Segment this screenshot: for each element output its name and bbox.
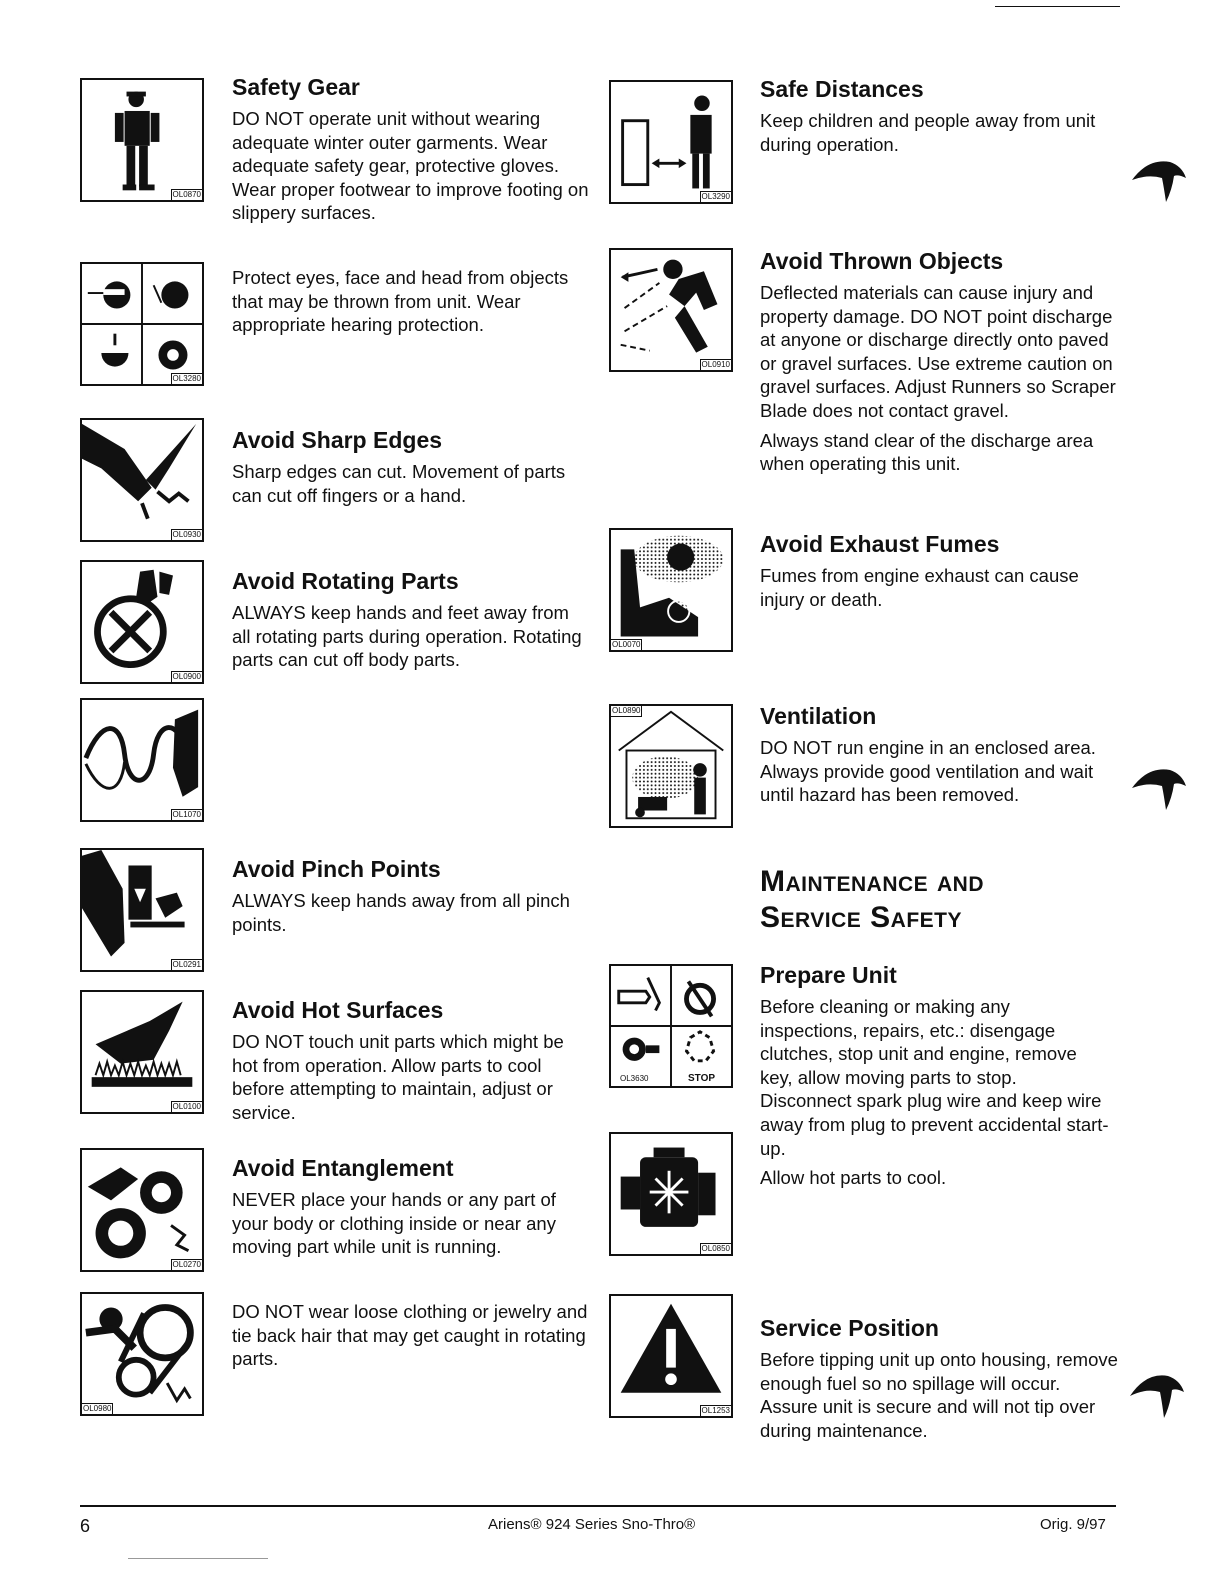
loose-clothing-block xyxy=(232,1300,592,1377)
service-position-text: Before tipping unit up onto housing, remove enough fuel so no spillage will occur. Assure unit is secure and will not tip over during maintenance. xyxy=(760,1349,1118,1441)
ventilation-title: Ventilation xyxy=(760,703,877,729)
sharp-edges-text: Sharp edges can cut. Movement of parts can cut off fingers or a hand. xyxy=(232,461,566,506)
safety-gear-title: Safety Gear xyxy=(232,74,360,100)
hot-surfaces-title: Avoid Hot Surfaces xyxy=(232,997,444,1023)
icon-code: OL3290 xyxy=(701,192,730,201)
section-title xyxy=(760,864,984,936)
margin-tab-mark xyxy=(1128,1370,1188,1420)
page-number: 6 xyxy=(80,1516,91,1536)
thrown-objects-text: Deflected materials can cause injury and property damage. DO NOT point discharge at anyone or discharge directly onto paved or gravel surfaces. Use extreme caution on gravel surfaces. Adjust Runners so Scraper Blade does not contact gravel. xyxy=(760,282,1116,421)
loose-clothing-text: DO NOT wear loose clothing or jewelry and tie back hair that may get caught in rotating parts. xyxy=(232,1301,588,1370)
icon-code: OL0910 xyxy=(701,360,730,369)
icon-code: OL0900 xyxy=(172,672,201,681)
icon-code: OL0270 xyxy=(172,1260,201,1269)
pinch-points-block xyxy=(232,855,592,942)
icon-code: OL0850 xyxy=(701,1244,730,1253)
exhaust-fumes-icon xyxy=(609,528,733,652)
safe-distances-block xyxy=(760,75,1120,162)
icon-code: OL0890 xyxy=(612,706,641,715)
exhaust-fumes-block xyxy=(760,530,1120,617)
thrown-objects-icon xyxy=(609,248,733,372)
prepare-unit-block xyxy=(760,961,1110,1196)
safe-distances-icon xyxy=(609,80,733,204)
icon-code: OL0870 xyxy=(172,190,201,199)
entanglement-icon xyxy=(80,1148,204,1272)
thrown-objects-block xyxy=(760,247,1120,482)
footer-rule xyxy=(80,1505,1116,1507)
exhaust-fumes-title: Avoid Exhaust Fumes xyxy=(760,531,1000,557)
entanglement-title: Avoid Entanglement xyxy=(232,1155,454,1181)
ventilation-text: DO NOT run engine in an enclosed area. Always provide good ventilation and wait until hazard has been removed. xyxy=(760,737,1096,806)
sharp-edges-block xyxy=(232,426,592,513)
prepare-unit-icon xyxy=(609,964,733,1088)
margin-tab-mark xyxy=(1130,156,1190,204)
ventilation-icon xyxy=(609,704,733,828)
margin-tab-mark xyxy=(1130,764,1190,812)
section-title-line-1: Maintenance and xyxy=(760,865,984,898)
bottom-rule xyxy=(128,1558,268,1559)
warning-triangle-icon xyxy=(609,1294,733,1418)
footer-date: Orig. 9/97 xyxy=(1040,1516,1106,1533)
pinch-points-icon xyxy=(80,848,204,972)
icon-code: OL0100 xyxy=(172,1102,201,1111)
icon-code: OL3280 xyxy=(172,374,201,383)
pinch-points-title: Avoid Pinch Points xyxy=(232,856,441,882)
hot-surfaces-icon xyxy=(80,990,204,1114)
stop-label: STOP xyxy=(688,1073,716,1084)
icon-code: OL3630 xyxy=(620,1074,649,1083)
loose-clothing-icon xyxy=(80,1292,204,1416)
icon-code: OL1253 xyxy=(701,1406,730,1415)
service-position-block xyxy=(760,1314,1120,1448)
hot-surfaces-text: DO NOT touch unit parts which might be hot from operation. Allow parts to cool before attempting to maintain, adjust or service. xyxy=(232,1031,564,1123)
section-title-line-2: Service Safety xyxy=(760,901,962,934)
rotating-parts-block xyxy=(232,567,592,678)
thrown-objects-text-2: Always stand clear of the discharge area when operating this unit. xyxy=(760,429,1094,475)
exhaust-fumes-text: Fumes from engine exhaust can cause injury or death. xyxy=(760,565,1079,610)
icon-code: OL0980 xyxy=(83,1404,112,1413)
protective-gear-icon xyxy=(80,262,204,386)
safety-gear-text: DO NOT operate unit without wearing adequate winter outer garments. Wear adequate safety gear, protective gloves. Wear proper footwear to improve footing on slippery surfaces. xyxy=(232,108,589,224)
safe-distances-text: Keep children and people away from unit during operation. xyxy=(760,110,1096,155)
pinch-points-text: ALWAYS keep hands away from all pinch points. xyxy=(232,890,570,935)
safe-distances-title: Safe Distances xyxy=(760,76,924,102)
entanglement-block xyxy=(232,1154,592,1265)
rotating-parts-text: ALWAYS keep hands and feet away from all rotating parts during operation. Rotating parts can cut off body parts. xyxy=(232,602,582,671)
auger-icon xyxy=(80,698,204,822)
safety-gear-block xyxy=(232,73,592,231)
prepare-unit-text-2: Allow hot parts to cool. xyxy=(760,1167,947,1189)
top-rule xyxy=(995,6,1120,7)
prepare-unit-title: Prepare Unit xyxy=(760,962,897,988)
icon-code: OL0291 xyxy=(172,960,201,969)
sharp-edges-title: Avoid Sharp Edges xyxy=(232,427,443,453)
service-position-title: Service Position xyxy=(760,1315,939,1341)
safety-gear-icon xyxy=(80,78,204,202)
protect-eyes-block xyxy=(232,266,592,343)
hot-surfaces-block xyxy=(232,996,592,1130)
entanglement-text: NEVER place your hands or any part of your body or clothing inside or near any moving part while unit is running. xyxy=(232,1189,556,1258)
sharp-edges-icon xyxy=(80,418,204,542)
rotating-parts-icon xyxy=(80,560,204,684)
rotating-parts-title: Avoid Rotating Parts xyxy=(232,568,459,594)
prepare-unit-text: Before cleaning or making any inspections, repairs, etc.: disengage clutches, stop unit and engine, remove key, allow moving parts to stop. Disconnect spark plug wire and keep wire away from plug to prevent accidental start-up. xyxy=(760,996,1109,1159)
hot-engine-icon xyxy=(609,1132,733,1256)
ventilation-block xyxy=(760,702,1110,813)
footer-title: Ariens® 924 Series Sno-Thro® xyxy=(488,1516,696,1533)
thrown-objects-title: Avoid Thrown Objects xyxy=(760,248,1004,274)
icon-code: OL1070 xyxy=(172,810,201,819)
icon-code: OL0070 xyxy=(612,640,641,649)
protect-eyes-text: Protect eyes, face and head from objects that may be thrown from unit. Wear appropriate hearing protection. xyxy=(232,267,569,336)
icon-code: OL0930 xyxy=(172,530,201,539)
